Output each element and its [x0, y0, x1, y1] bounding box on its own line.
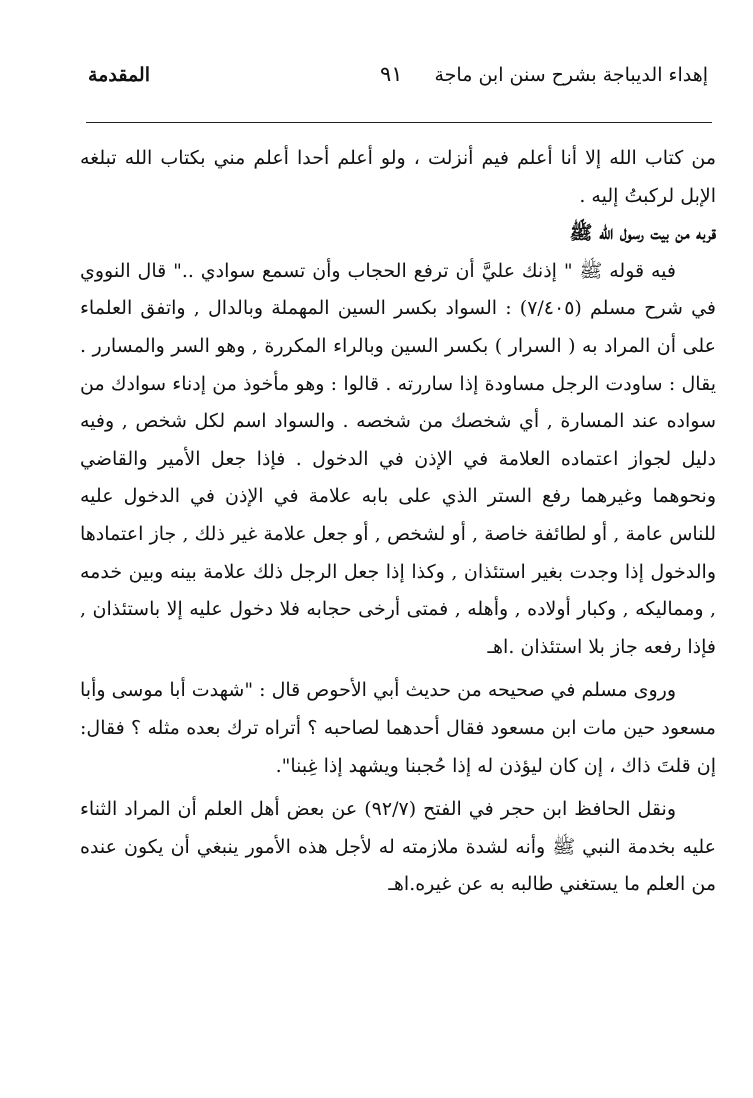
header-divider	[86, 122, 712, 123]
section-name: المقدمة	[88, 64, 151, 86]
paragraph-hadith: وروى مسلم في صحيحه من حديث أبي الأحوص قال : "شهدت أبا موسى وأبا مسعود حين مات ابن مسعود فقال أحدهما لصاحبه ؟ أتراه ترك بعده مثله ؟ فقال: إن قلتَ ذاك ، إن كان ليؤذن له إذا حُجبنا ويشهد إذا غِبنا".	[80, 679, 716, 777]
paragraph-ibn-hajar: ونقل الحافظ ابن حجر في الفتح (٩٢/٧) عن بعض أهل العلم أن المراد الثناء عليه بخدمة النبي ﷺ وأنه لشدة ملازمته له لأجل هذه الأمور ينبغي أن يكون عنده من العلم ما يستغني طالبه به عن غيره.اهـ	[80, 798, 716, 896]
page-body	[80, 140, 716, 904]
section-heading: قربه من بيت رسول الله ﷺ	[569, 222, 716, 245]
paragraph-commentary: فيه قوله ﷺ " إذنك عليَّ أن ترفع الحجاب وأن تسمع سوادي .." قال النووي في شرح مسلم (٧/٤٠٥) : السواد بكسر السين المهملة وبالدال , واتفق العلماء على أن المراد به ( السرار ) بكسر السين وبالراء المكررة , وهو السر والمسارر . يقال : ساودت الرجل مساودة إذا ساررته . قالوا : وهو مأخوذ من إدناء سوادك من سواده عند المسارة , أي شخصك من شخصه . والسواد اسم لكل شخص , وفيه دليل لجواز اعتماده العلامة في الإذن في الدخول . فإذا جعل الأمير والقاضي ونحوهما وغيرهما رفع الستر الذي على بابه علامة في الإذن في الدخول عليه للناس عامة , أو لطائفة خاصة , أو لشخص , أو جعل علامة غير ذلك , جاز اعتمادها والدخول إذا وجدت بغير استئذان , وكذا إذا جعل الرجل ذلك علامة بينه وبين خدمه , ومماليكه , وكبار أولاده , وأهله , فمتى أرخى حجابه فلا دخول عليه إلا باستئذان , فإذا رفعه جاز بلا استئذان .اهـ	[80, 259, 716, 658]
paragraph-continuation: من كتاب الله إلا أنا أعلم فيم أنزلت ، ولو أعلم أحدا أعلم مني بكتاب الله تبلغه الإبل لركبتُ إليه .	[80, 147, 716, 207]
page-header	[88, 56, 708, 100]
running-title: إهداء الديباجة بشرح سنن ابن ماجة	[434, 64, 708, 86]
page-number: ٩١	[380, 62, 403, 86]
